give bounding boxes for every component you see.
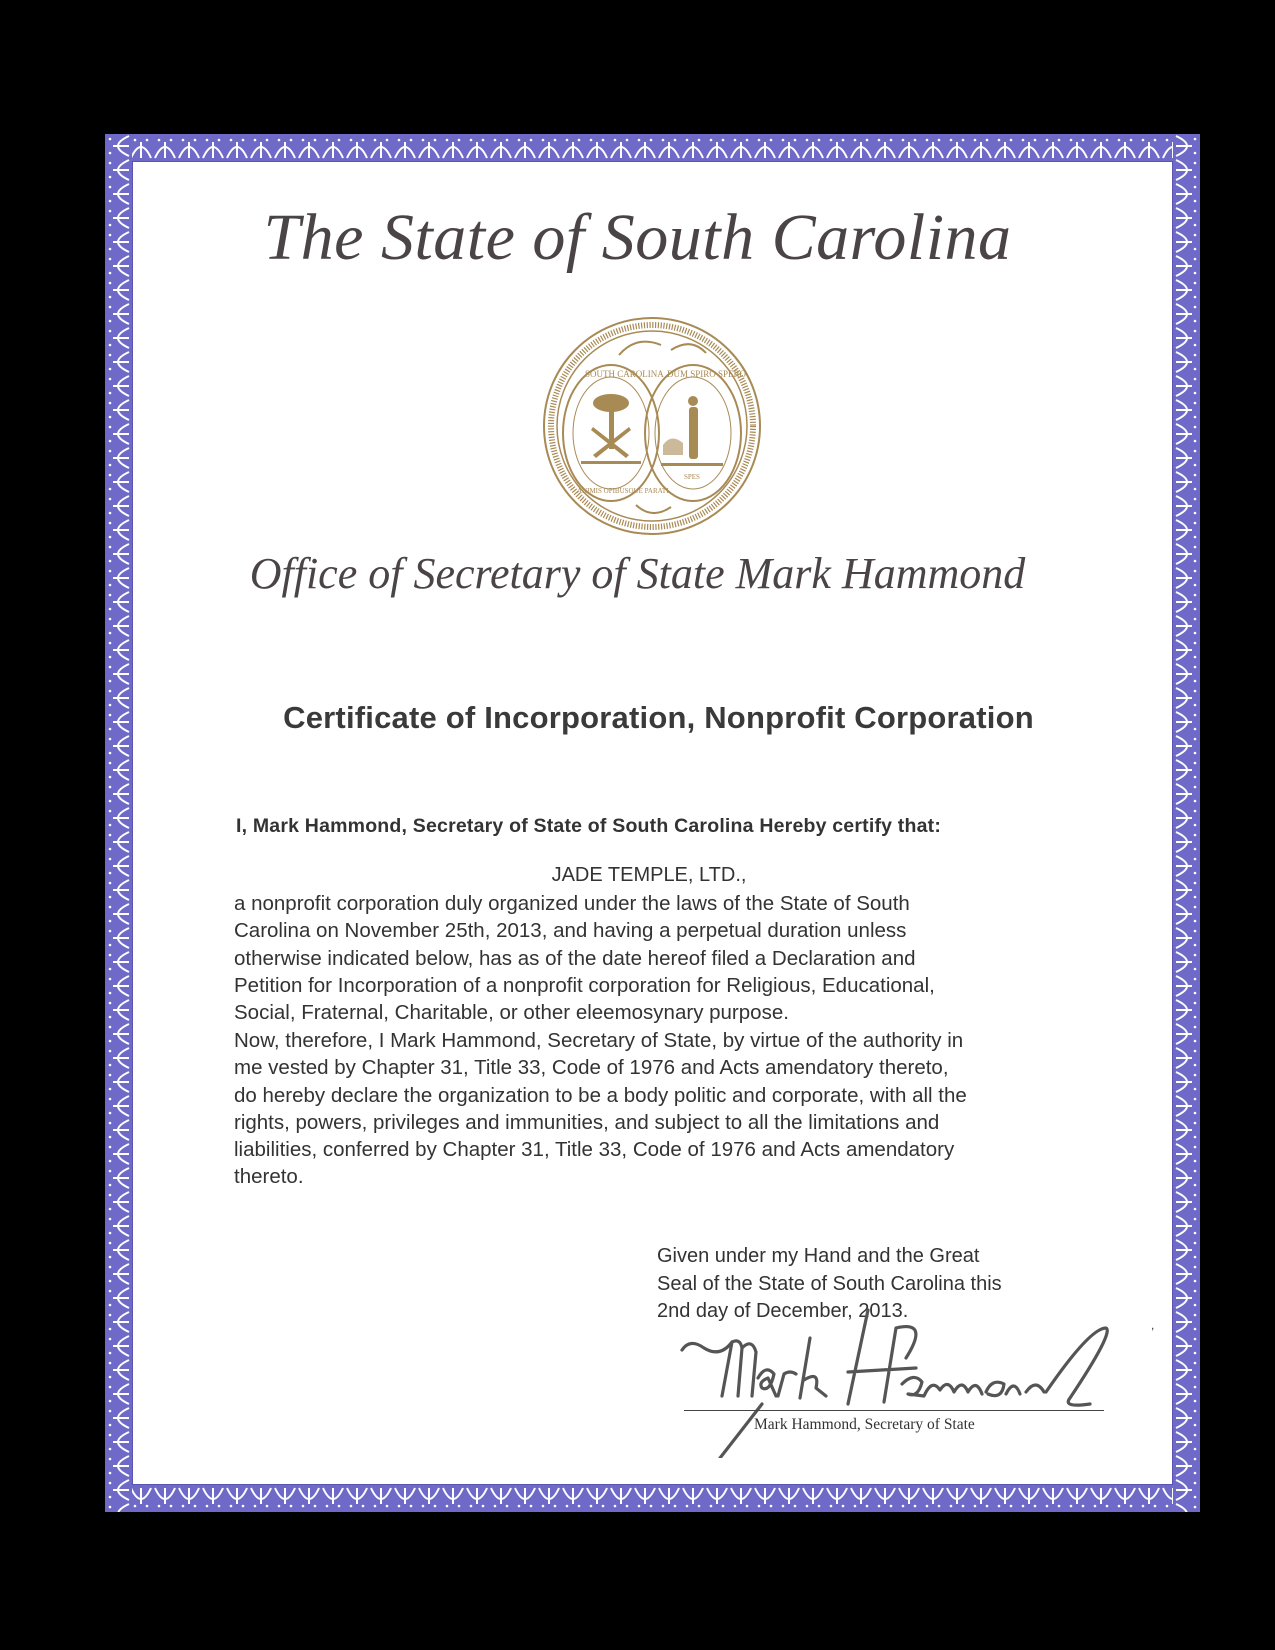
- paragraph-line: do hereby declare the organization to be a body politic and corporate, with all the: [234, 1083, 967, 1107]
- seal-right-text: DUM SPIRO SPERO: [667, 369, 747, 379]
- given-line: Seal of the State of South Carolina this: [657, 1272, 1002, 1295]
- paragraph-line: otherwise indicated below, has as of the date hereof filed a Declaration and: [234, 946, 916, 970]
- paragraph-line: me vested by Chapter 31, Title 33, Code of 1976 and Acts amendatory thereto,: [234, 1056, 949, 1080]
- paragraph-line: liabilities, conferred by Chapter 31, Title 33, Code of 1976 and Acts amendatory: [234, 1138, 955, 1162]
- decorative-border-right: [1173, 134, 1200, 1512]
- state-seal-icon: [541, 315, 763, 537]
- corporation-name: JADE TEMPLE, LTD.,: [551, 864, 747, 886]
- stray-mark: ,: [1151, 1318, 1155, 1332]
- decorative-border-bottom: [105, 1485, 1200, 1512]
- paragraph-line: a nonprofit corporation duly organized under the laws of the State of South: [234, 892, 910, 915]
- office-line: Office of Secretary of State Mark Hammond: [249, 549, 1026, 598]
- decorative-border-left: [105, 134, 132, 1512]
- signature-line: [684, 1410, 1104, 1411]
- certify-statement: I, Mark Hammond, Secretary of State of South Carolina Hereby certify that:: [236, 815, 942, 837]
- paragraph-line: rights, powers, privileges and immunities, and subject to all the limitations and: [234, 1110, 940, 1134]
- signature-image: [670, 1308, 1120, 1458]
- paragraph-line: Social, Fraternal, Charitable, or other eleemosynary purpose.: [234, 1001, 789, 1025]
- seal-left-text: SOUTH CAROLINA: [585, 369, 664, 379]
- state-title: The State of South Carolina: [263, 201, 1012, 274]
- declaration-paragraph: [234, 1027, 1094, 1191]
- organization-paragraph: [234, 890, 1094, 1026]
- seal-right-motto: SPES: [684, 473, 700, 481]
- paragraph-line: Carolina on November 25th, 2013, and having a perpetual duration unless: [234, 919, 907, 943]
- paragraph-line: Now, therefore, I Mark Hammond, Secretary of State, by virtue of the authority in: [234, 1029, 964, 1052]
- given-line: 2nd day of December, 2013.: [657, 1300, 909, 1322]
- decorative-border-top: [105, 134, 1200, 161]
- signature-caption: Mark Hammond, Secretary of State: [754, 1416, 975, 1433]
- seal-left-motto: ANIMIS OPIBUSQUE PARATI: [577, 487, 669, 495]
- certificate-type-heading: Certificate of Incorporation, Nonprofit Corporation: [283, 700, 1034, 735]
- paragraph-line: Petition for Incorporation of a nonprofit corporation for Religious, Educational,: [234, 973, 935, 997]
- given-line: Given under my Hand and the Great: [657, 1245, 980, 1267]
- paragraph-line: thereto.: [234, 1165, 304, 1189]
